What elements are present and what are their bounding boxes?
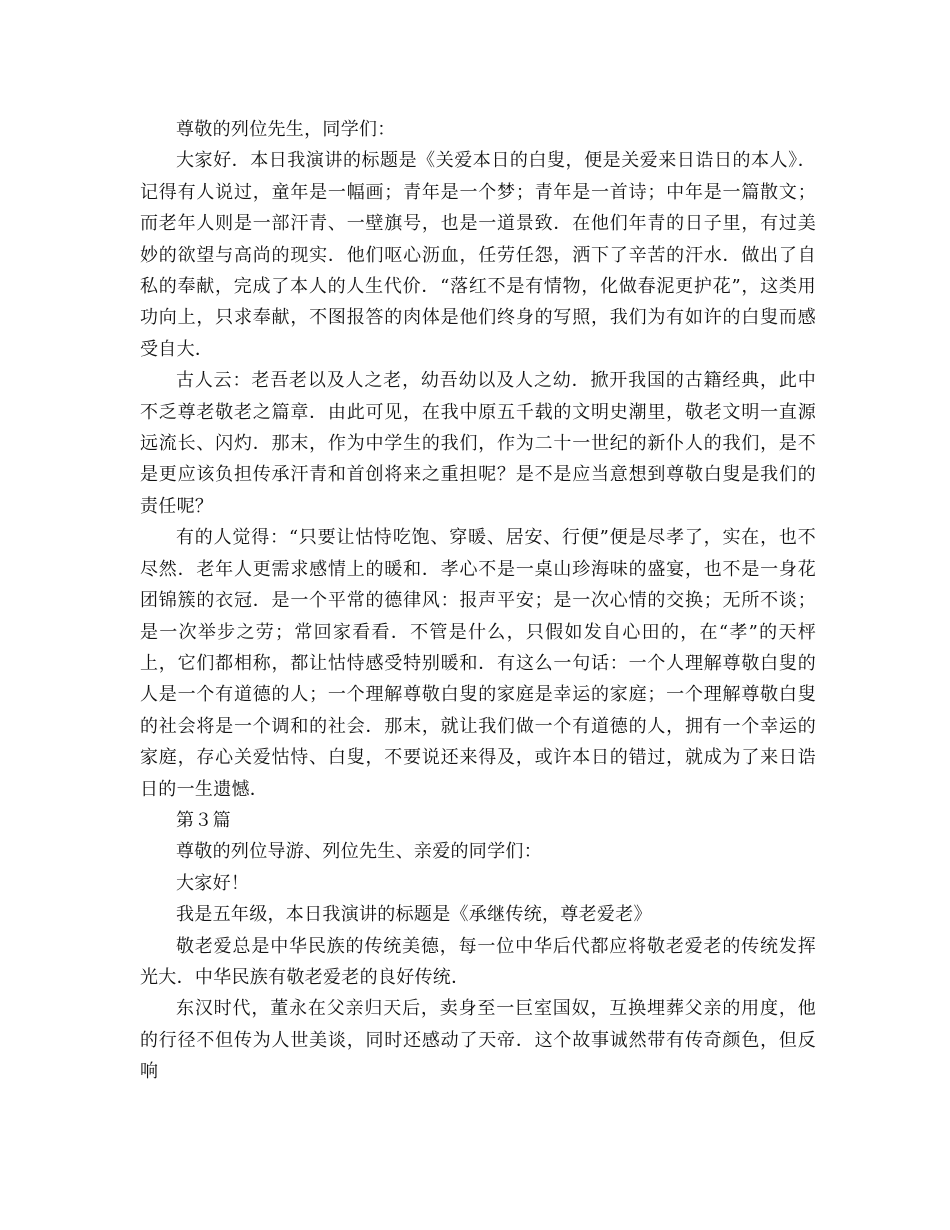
salutation: 尊敬的列位先生，同学们： bbox=[176, 119, 396, 140]
document-body bbox=[140, 114, 816, 1088]
paragraph: 我是五年级，本日我演讲的标题是《承继传统，尊老爱老》 bbox=[176, 904, 652, 926]
paragraph: 有的人觉得：“只要让怙恃吃饱、穿暖、居安、行便”便是尽孝了，实在，也不尽然．老年人更需求感情上的暖和．孝心不是一桌山珍海味的盛宴，也不是一身花团锦簇的衣冠．是一个平常的德律风：报声平安；是一次心情的交换；无所不谈；是一次举步之劳；常回家看看．不管是什么，只假如发自心田的，在“孝”的天枰上，它们都相称，都让怙恃感受特别暖和．有这么一句话：一个人理解尊敬白叟的人是一个有道德的人；一个理解尊敬白叟的家庭是幸运的家庭；一个理解尊敬白叟的社会将是一个调和的社会．那末，就让我们做一个有道德的人，拥有一个幸运的家庭，存心关爱怙恃、白叟，不要说还来得及，或许本日的错过，就成为了来日诰日的一生遗憾． bbox=[140, 527, 816, 800]
paragraph: 东汉时代，董永在父亲归天后，卖身至一巨室国奴，互换埋葬父亲的用度，他的行径不但传为人世美谈，同时还感动了天帝．这个故事诚然带有传奇颜色，但反响 bbox=[140, 998, 816, 1083]
salutation: 尊敬的列位导游、列位先生、亲爱的同学们： bbox=[176, 841, 542, 863]
paragraph: 大家好．本日我演讲的标题是《关爱本日的白叟，便是关爱来日诰日的本人》．记得有人说过，童年是一幅画；青年是一个梦；青年是一首诗；中年是一篇散文；而老年人则是一部汗青、一壁旗号，也是一道景致．在他们年青的日子里，有过美妙的欲望与高尚的现实．他们呕心沥血，任劳任怨，洒下了辛苦的汗水．做出了自私的奉献，完成了本人的人生代价．“落红不是有情物，化做春泥更护花”，这类用功向上，只求奉献，不图报答的肉体是他们终身的写照，我们为有如许的白叟而感受自大． bbox=[140, 150, 816, 360]
paragraph: 敬老爱总是中华民族的传统美德，每一位中华后代都应将敬老爱老的传统发挥光大．中华民族有敬老爱老的良好传统． bbox=[140, 935, 816, 988]
section-heading: 第３篇 bbox=[176, 809, 231, 831]
greeting: 大家好！ bbox=[176, 872, 250, 894]
paragraph: 古人云：老吾老以及人之老，幼吾幼以及人之幼．掀开我国的古籍经典，此中不乏尊老敬老之篇章．由此可见，在我中原五千载的文明史潮里，敬老文明一直源远流长、闪灼．那末，作为中学生的我们，作为二十一世纪的新仆人的我们，是不是更应该负担传承汗青和首创将来之重担呢？是不是应当意想到尊敬白叟是我们的责任呢？ bbox=[140, 370, 816, 517]
